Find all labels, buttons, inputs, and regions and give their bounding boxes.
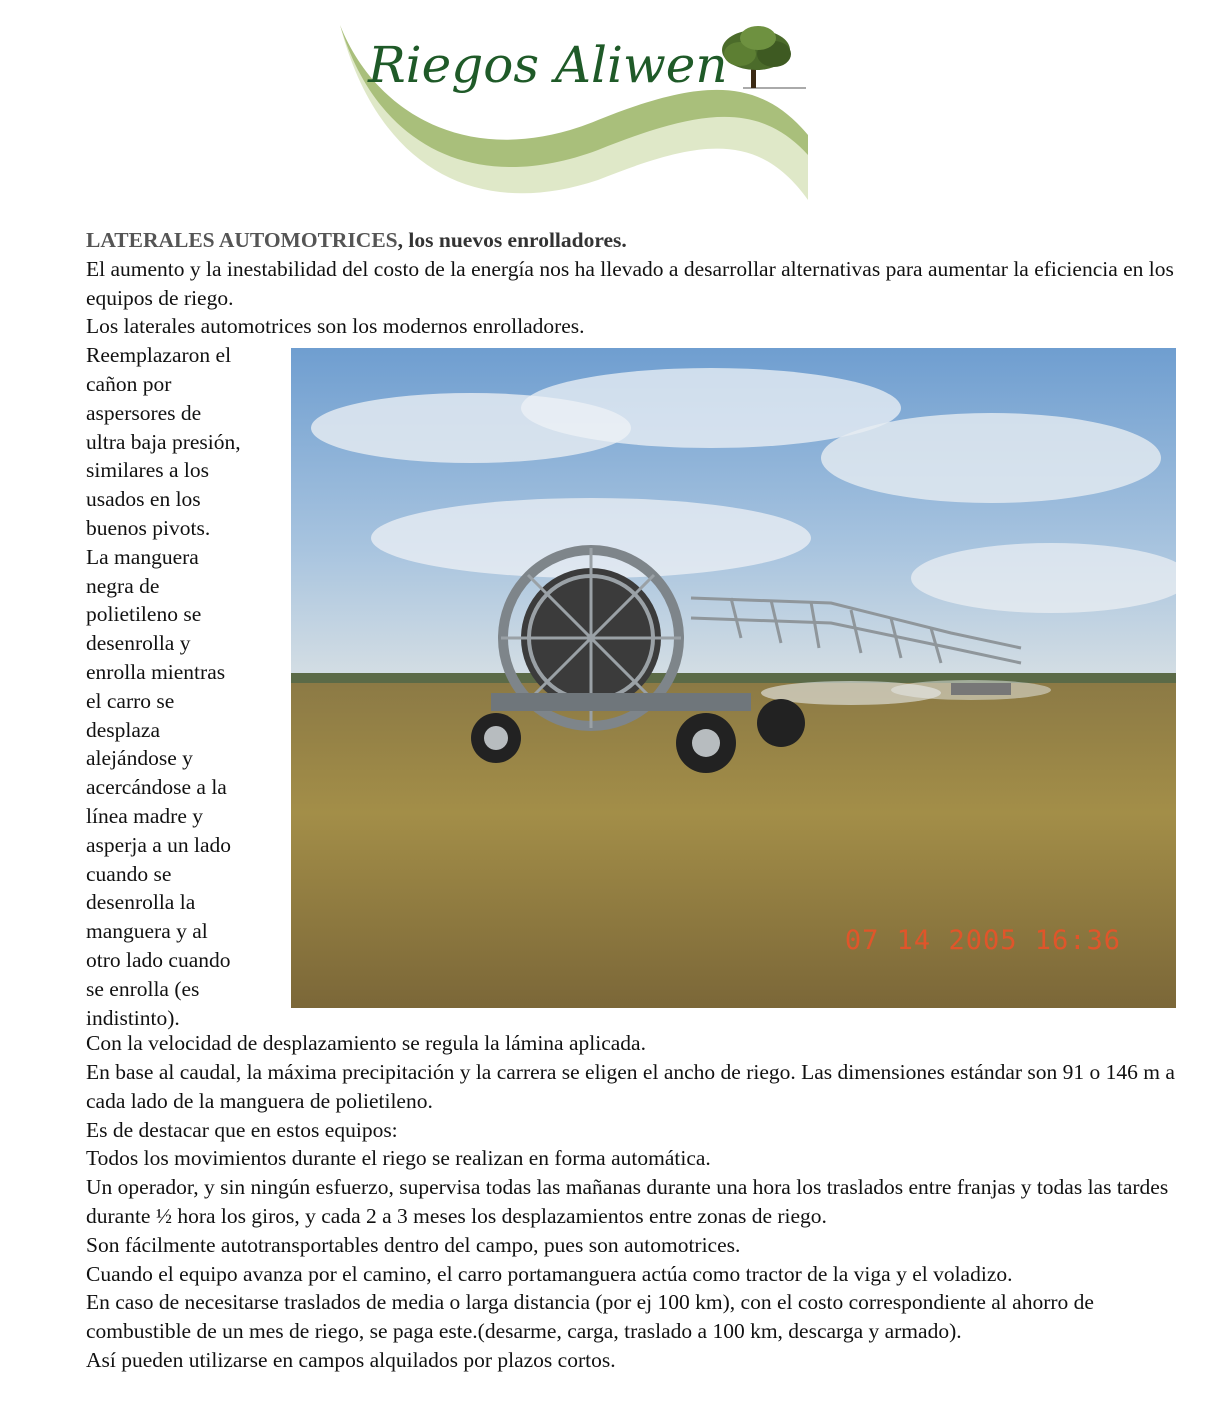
narrow-line: desplaza <box>86 717 161 742</box>
body-paragraph: En base al caudal, la máxima precipitación y la carrera se eligen el ancho de riego. Las dimensiones estándar son 91 o 146 m a cada lado de la manguera de polietileno. <box>86 1059 1175 1113</box>
article-heading <box>86 226 1186 255</box>
logo-title: Riegos Aliwen <box>368 36 728 94</box>
irrigation-photo <box>291 348 1176 1008</box>
narrow-line: desenrolla y <box>86 631 191 656</box>
intro-paragraph-1: El aumento y la inestabilidad del costo de la energía nos ha llevado a desarrollar alternativas para aumentar la eficiencia en los equipos de riego. <box>86 256 1174 310</box>
narrow-line: manguera y al <box>86 919 208 944</box>
narrow-line: enrolla mientras <box>86 659 226 684</box>
narrow-line: usados en los <box>86 487 201 512</box>
narrow-line: polietileno se <box>86 602 202 627</box>
body-paragraph: En caso de necesitarse traslados de media o larga distancia (por ej 100 km), con el costo correspondiente al ahorro de combustible de un mes de riego, se paga este.(desarme, carga, traslado a 100 km, descarga y armado). <box>86 1290 1094 1344</box>
narrow-line: indistinto). <box>86 1005 180 1030</box>
body-paragraph: Un operador, y sin ningún esfuerzo, supervisa todas las mañanas durante una hora los traslados entre franjas y todas las tardes durante ½ hora los giros, y cada 2 a 3 meses los desplazamientos entre zonas de riego. <box>86 1175 1169 1228</box>
body-paragraph: Es de destacar que en estos equipos: <box>86 1117 398 1142</box>
narrow-line: alejándose y <box>86 746 193 771</box>
narrow-line: similares a los <box>86 458 210 483</box>
heading-bold: LATERALES AUTOMOTRICES <box>86 228 398 252</box>
float-section <box>86 341 1186 1029</box>
narrow-line: cañon por <box>86 371 172 396</box>
narrow-line: desenrolla la <box>86 890 196 915</box>
narrow-column <box>86 341 286 1032</box>
intro-paragraph-2: Los laterales automotrices son los modernos enrolladores. <box>86 314 585 339</box>
logo <box>338 20 818 205</box>
narrow-line: otro lado cuando <box>86 947 231 972</box>
body-paragraph: Todos los movimientos durante el riego se realizan en forma automática. <box>86 1146 711 1171</box>
narrow-line: aspersores de <box>86 400 202 425</box>
body-paragraph: Cuando el equipo avanza por el camino, el carro portamanguera actúa como tractor de la viga y el voladizo. <box>86 1261 1013 1286</box>
narrow-line: ultra baja presión, <box>86 429 241 454</box>
narrow-line: se enrolla (es <box>86 976 200 1001</box>
heading-rest: , los nuevos enrolladores. <box>397 228 627 252</box>
photo-timestamp: 07 14 2005 16:36 <box>844 925 1121 957</box>
narrow-line: La manguera <box>86 544 199 569</box>
body-paragraph: Con la velocidad de desplazamiento se regula la lámina aplicada. <box>86 1031 646 1056</box>
tree-icon <box>722 26 806 88</box>
narrow-line: cuando se <box>86 861 172 886</box>
body-paragraphs <box>86 1029 1186 1375</box>
body-paragraph: Así pueden utilizarse en campos alquilados por plazos cortos. <box>86 1347 616 1372</box>
narrow-line: el carro se <box>86 688 175 713</box>
article <box>86 226 1186 1375</box>
narrow-line: Reemplazaron el <box>86 343 232 368</box>
irrigation-machine-image <box>291 348 1176 1008</box>
narrow-line: asperja a un lado <box>86 832 232 857</box>
narrow-line: negra de <box>86 573 160 598</box>
narrow-line: acercándose a la <box>86 775 227 800</box>
narrow-line: línea madre y <box>86 803 204 828</box>
narrow-line: buenos pivots. <box>86 515 211 540</box>
body-paragraph: Son fácilmente autotransportables dentro del campo, pues son automotrices. <box>86 1232 741 1257</box>
